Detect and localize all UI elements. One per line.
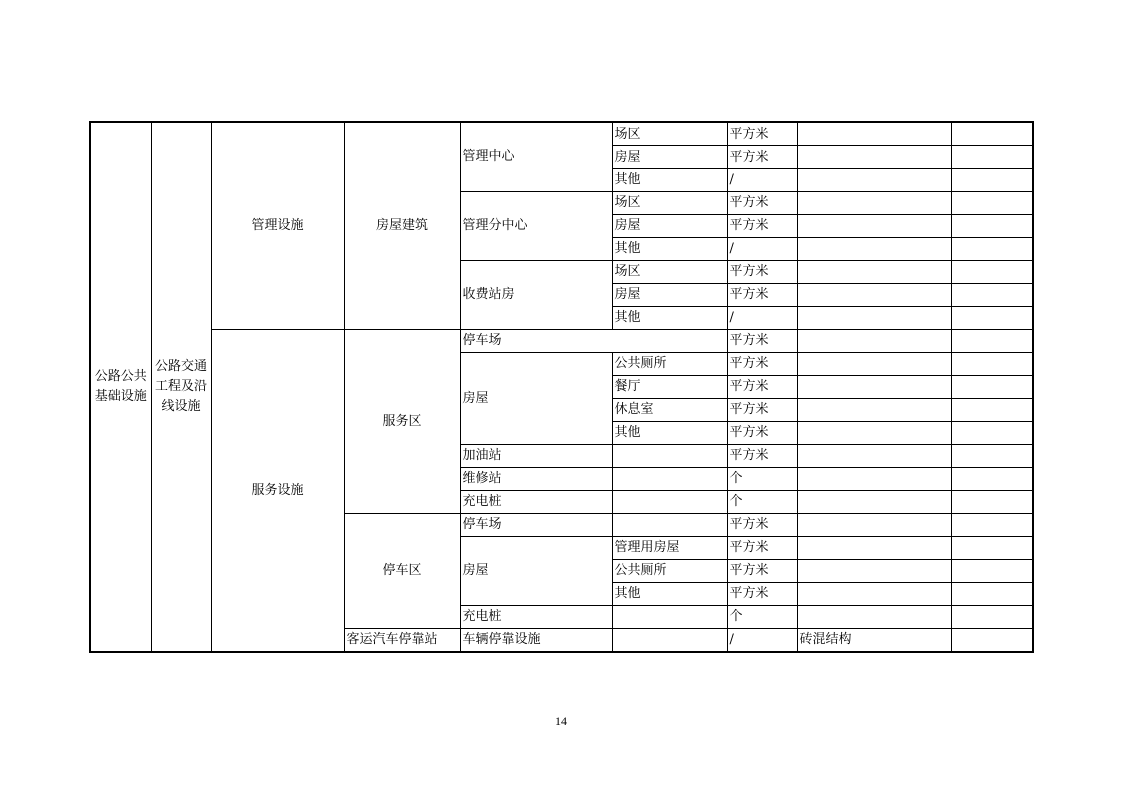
item-name: 公共厕所 xyxy=(612,352,727,375)
empty-cell xyxy=(797,306,951,329)
item-unit: / xyxy=(727,306,797,329)
sub-management-subcenter: 管理分中心 xyxy=(460,191,612,260)
category-level2: 公路交通工程及沿线设施 xyxy=(151,122,211,652)
category-buildings: 房屋建筑 xyxy=(344,122,460,329)
item-unit: 平方米 xyxy=(727,582,797,605)
empty-cell xyxy=(951,490,1033,513)
category-management-facilities: 管理设施 xyxy=(211,122,344,329)
item-name: 房屋 xyxy=(612,283,727,306)
item-name: 房屋 xyxy=(612,146,727,169)
item-unit: 平方米 xyxy=(727,283,797,306)
item-unit: 平方米 xyxy=(727,260,797,283)
sub-management-center: 管理中心 xyxy=(460,122,612,191)
empty-cell xyxy=(951,122,1033,146)
item-name: 其他 xyxy=(612,306,727,329)
item-name: 其他 xyxy=(612,421,727,444)
empty-cell xyxy=(612,513,727,536)
item-unit: 平方米 xyxy=(727,329,797,352)
sub-parking-lot: 停车场 xyxy=(460,513,612,536)
empty-cell xyxy=(612,628,727,652)
category-level1: 公路公共基础设施 xyxy=(90,122,151,652)
asset-classification-table xyxy=(89,121,1034,653)
page-number: 14 xyxy=(555,714,567,728)
empty-cell xyxy=(797,375,951,398)
empty-cell xyxy=(797,444,951,467)
structure-type: 砖混结构 xyxy=(797,628,951,652)
category-bus-stop: 客运汽车停靠站 xyxy=(344,628,460,652)
empty-cell xyxy=(951,146,1033,169)
empty-cell xyxy=(797,421,951,444)
empty-cell xyxy=(951,536,1033,559)
sub-housing: 房屋 xyxy=(460,536,612,605)
empty-cell xyxy=(951,169,1033,192)
empty-cell xyxy=(797,490,951,513)
empty-cell xyxy=(797,582,951,605)
empty-cell xyxy=(612,467,727,490)
empty-cell xyxy=(797,260,951,283)
empty-cell xyxy=(797,283,951,306)
item-unit: / xyxy=(727,169,797,192)
empty-cell xyxy=(951,306,1033,329)
empty-cell xyxy=(951,191,1033,214)
item-unit: 平方米 xyxy=(727,398,797,421)
empty-cell xyxy=(951,352,1033,375)
item-unit: 个 xyxy=(727,467,797,490)
item-unit: 平方米 xyxy=(727,421,797,444)
item-name: 场区 xyxy=(612,191,727,214)
item-unit: 平方米 xyxy=(727,191,797,214)
item-name: 管理用房屋 xyxy=(612,536,727,559)
empty-cell xyxy=(797,536,951,559)
item-name: 休息室 xyxy=(612,398,727,421)
empty-cell xyxy=(951,628,1033,652)
empty-cell xyxy=(797,398,951,421)
empty-cell xyxy=(951,421,1033,444)
item-name: 房屋 xyxy=(612,214,727,237)
category-service-area: 服务区 xyxy=(344,329,460,513)
sub-repair-station: 维修站 xyxy=(460,467,612,490)
item-name: 其他 xyxy=(612,237,727,260)
item-unit: 平方米 xyxy=(727,444,797,467)
empty-cell xyxy=(951,444,1033,467)
empty-cell xyxy=(951,605,1033,628)
empty-cell xyxy=(951,237,1033,260)
item-unit: 平方米 xyxy=(727,352,797,375)
empty-cell xyxy=(797,169,951,192)
sub-housing: 房屋 xyxy=(460,352,612,444)
item-name: 餐厅 xyxy=(612,375,727,398)
item-name: 场区 xyxy=(612,122,727,146)
empty-cell xyxy=(951,513,1033,536)
empty-cell xyxy=(951,214,1033,237)
empty-cell xyxy=(797,467,951,490)
empty-cell xyxy=(797,214,951,237)
empty-cell xyxy=(612,490,727,513)
item-unit: 平方米 xyxy=(727,536,797,559)
sub-gas-station: 加油站 xyxy=(460,444,612,467)
empty-cell xyxy=(797,605,951,628)
empty-cell xyxy=(797,352,951,375)
empty-cell xyxy=(797,329,951,352)
item-unit: 平方米 xyxy=(727,146,797,169)
empty-cell xyxy=(951,559,1033,582)
item-name: 公共厕所 xyxy=(612,559,727,582)
item-unit: 平方米 xyxy=(727,375,797,398)
item-unit: 平方米 xyxy=(727,214,797,237)
item-unit: 平方米 xyxy=(727,513,797,536)
empty-cell xyxy=(951,260,1033,283)
empty-cell xyxy=(797,237,951,260)
empty-cell xyxy=(797,559,951,582)
item-unit: 平方米 xyxy=(727,122,797,146)
empty-cell xyxy=(612,605,727,628)
empty-cell xyxy=(797,122,951,146)
item-unit: 个 xyxy=(727,605,797,628)
empty-cell xyxy=(797,191,951,214)
item-name: 场区 xyxy=(612,260,727,283)
sub-toll-station: 收费站房 xyxy=(460,260,612,329)
item-unit: 平方米 xyxy=(727,559,797,582)
empty-cell xyxy=(951,283,1033,306)
category-service-facilities: 服务设施 xyxy=(211,329,344,652)
item-name: 其他 xyxy=(612,582,727,605)
empty-cell xyxy=(797,146,951,169)
sub-vehicle-stop-facility: 车辆停靠设施 xyxy=(460,628,612,652)
item-unit: / xyxy=(727,237,797,260)
item-unit: / xyxy=(727,628,797,652)
category-parking-area: 停车区 xyxy=(344,513,460,628)
empty-cell xyxy=(951,375,1033,398)
empty-cell xyxy=(612,444,727,467)
empty-cell xyxy=(951,398,1033,421)
sub-charging-pile: 充电桩 xyxy=(460,490,612,513)
empty-cell xyxy=(797,513,951,536)
empty-cell xyxy=(951,329,1033,352)
empty-cell xyxy=(951,582,1033,605)
sub-parking-lot: 停车场 xyxy=(460,329,727,352)
item-unit: 个 xyxy=(727,490,797,513)
item-name: 其他 xyxy=(612,169,727,192)
sub-charging-pile: 充电桩 xyxy=(460,605,612,628)
empty-cell xyxy=(951,467,1033,490)
